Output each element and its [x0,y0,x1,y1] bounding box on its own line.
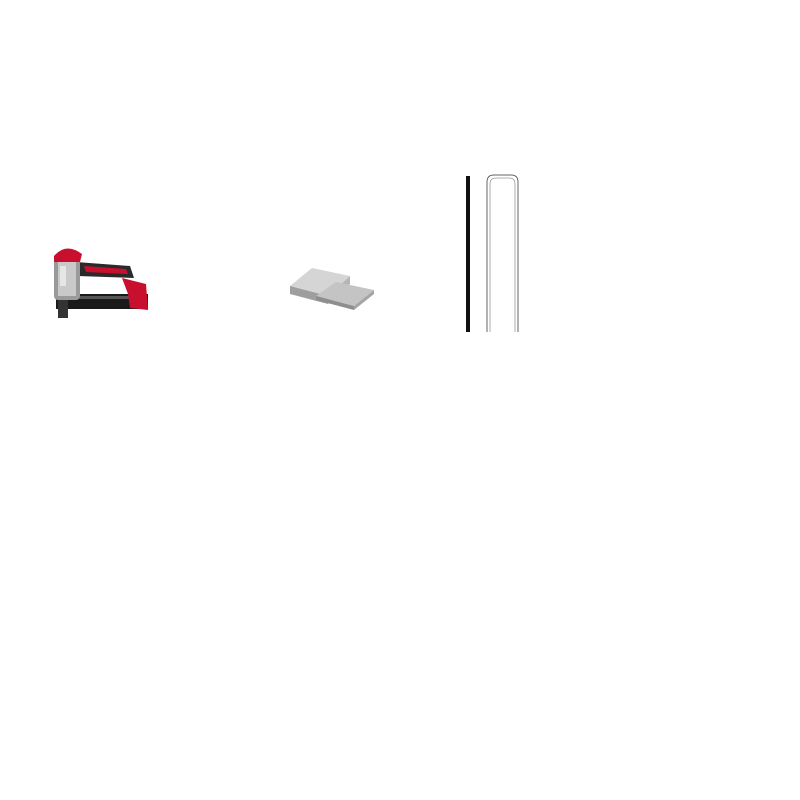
stapler-image [44,238,156,322]
wire-width-bar [466,176,470,332]
staples-image [286,266,376,312]
staple-diagram [455,160,665,350]
